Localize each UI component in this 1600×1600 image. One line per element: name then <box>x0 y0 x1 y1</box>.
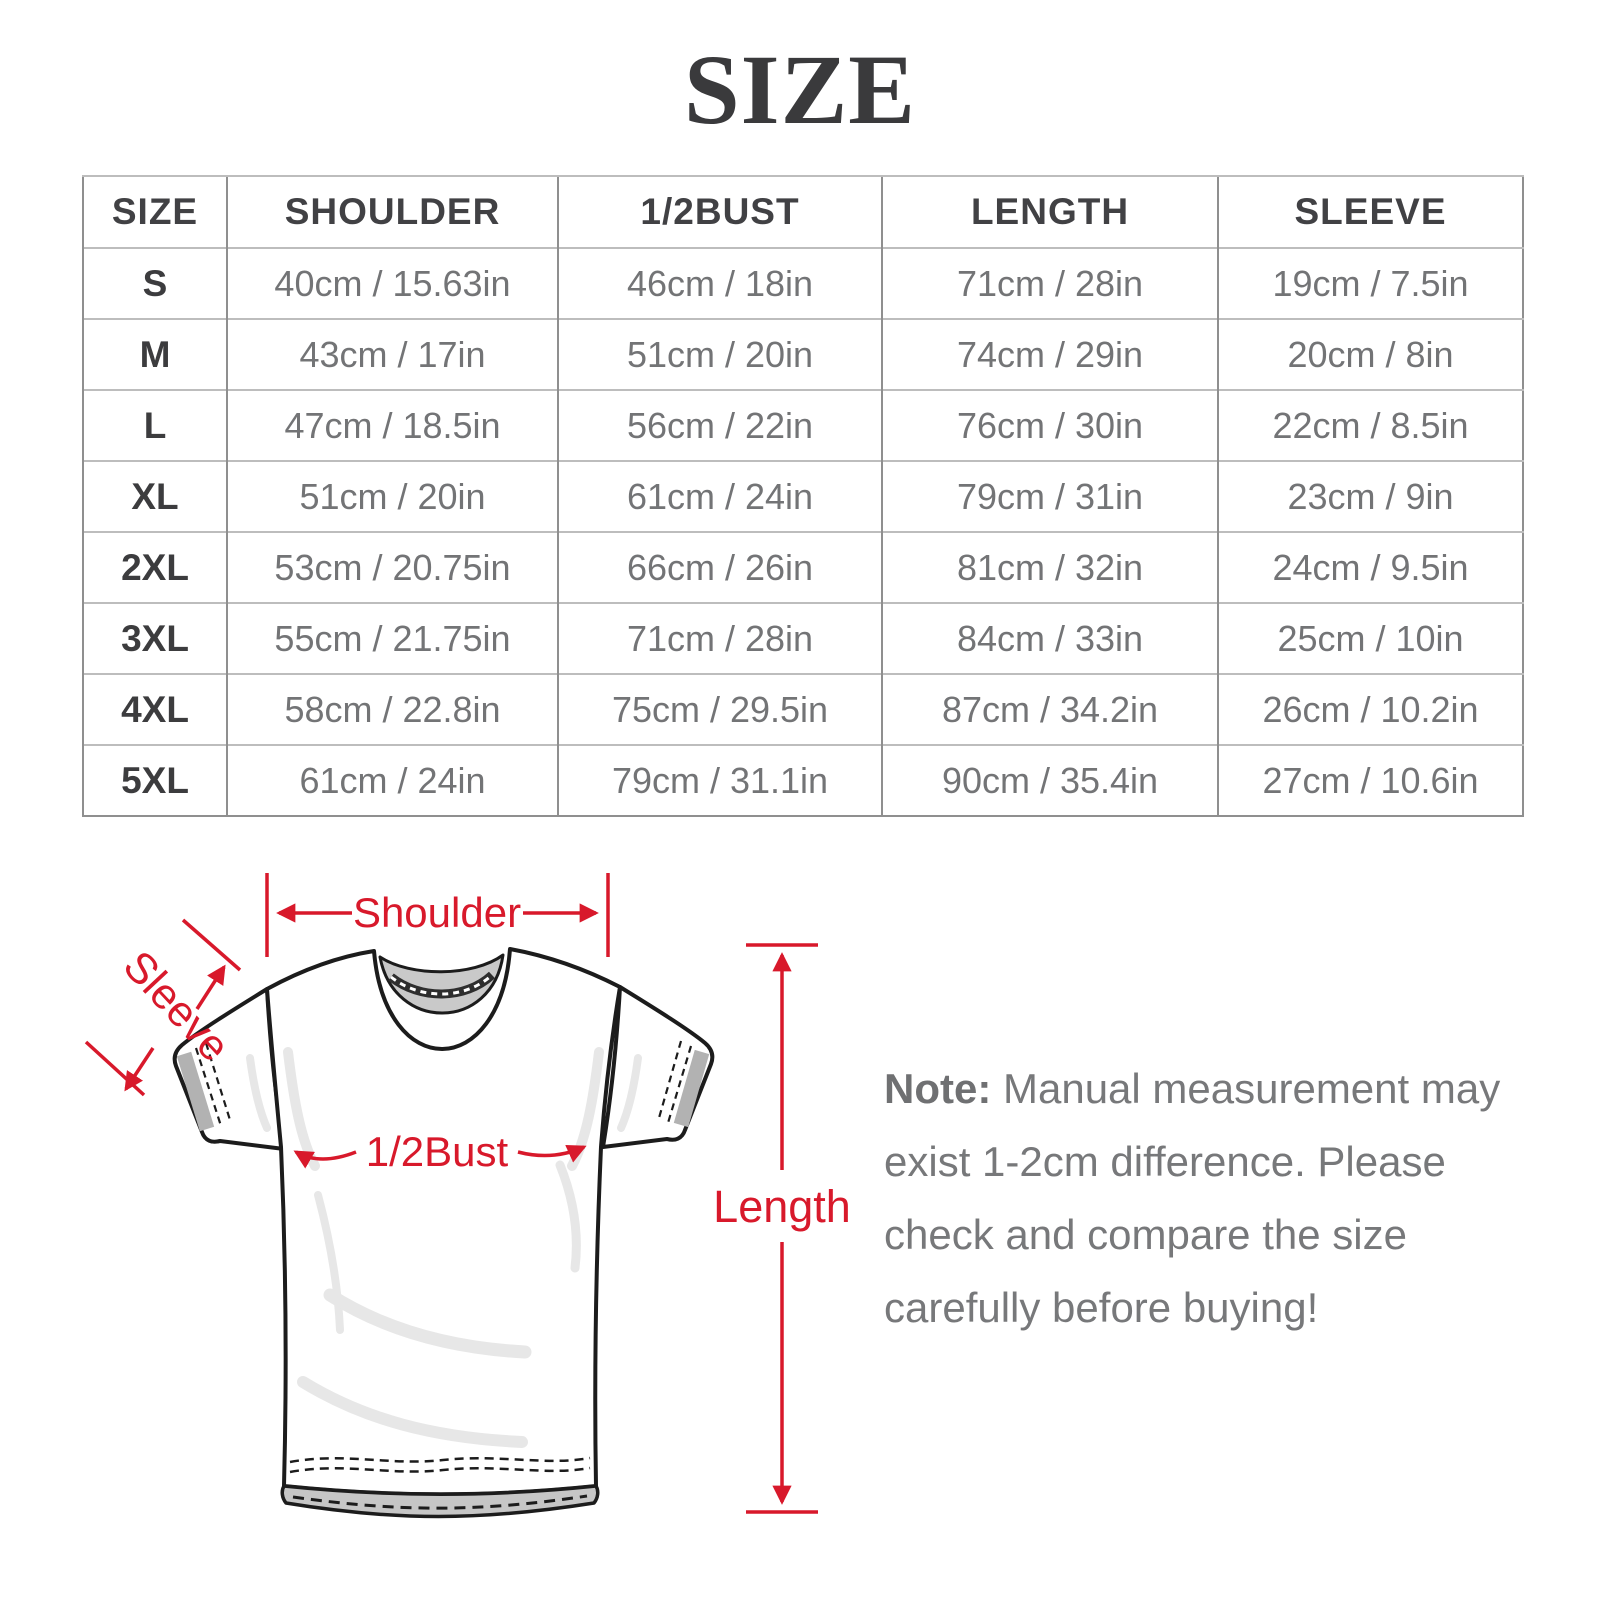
tshirt-drawing <box>175 949 713 1517</box>
halfbust-cell: 71cm / 28in <box>558 603 882 674</box>
sleeve-cell: 25cm / 10in <box>1218 603 1523 674</box>
header-shoulder: SHOULDER <box>227 176 558 248</box>
halfbust-label: 1/2Bust <box>365 1128 509 1175</box>
size-table <box>82 175 1524 817</box>
length-cell: 87cm / 34.2in <box>882 674 1218 745</box>
tshirt-body <box>267 949 620 1494</box>
halfbust-cell: 61cm / 24in <box>558 461 882 532</box>
note-line-4: carefully before buying! <box>884 1284 1319 1331</box>
table-row-4xl <box>83 674 1523 745</box>
shoulder-cell: 58cm / 22.8in <box>227 674 558 745</box>
halfbust-cell: 75cm / 29.5in <box>558 674 882 745</box>
size-cell: 2XL <box>83 532 227 603</box>
sleeve-tick-bottom <box>86 1042 144 1095</box>
length-cell: 81cm / 32in <box>882 532 1218 603</box>
sleeve-cell: 23cm / 9in <box>1218 461 1523 532</box>
sleeve-cell: 24cm / 9.5in <box>1218 532 1523 603</box>
table-row-m <box>83 319 1523 390</box>
table-row-s <box>83 248 1523 319</box>
table-row-3xl <box>83 603 1523 674</box>
length-cell: 76cm / 30in <box>882 390 1218 461</box>
length-measure <box>713 945 851 1512</box>
size-cell: 4XL <box>83 674 227 745</box>
table-row-xl <box>83 461 1523 532</box>
header-halfbust: 1/2BUST <box>558 176 882 248</box>
header-sleeve: SLEEVE <box>1218 176 1523 248</box>
table-row-2xl <box>83 532 1523 603</box>
halfbust-cell: 66cm / 26in <box>558 532 882 603</box>
note-line-3: check and compare the size <box>884 1211 1407 1258</box>
sleeve-arrow-down <box>126 1048 153 1089</box>
halfbust-cell: 56cm / 22in <box>558 390 882 461</box>
shoulder-cell: 55cm / 21.75in <box>227 603 558 674</box>
sleeve-cell: 19cm / 7.5in <box>1218 248 1523 319</box>
shoulder-cell: 40cm / 15.63in <box>227 248 558 319</box>
length-cell: 90cm / 35.4in <box>882 745 1218 816</box>
tshirt-measurement-diagram <box>0 830 900 1600</box>
page-title: SIZE <box>684 34 916 145</box>
sleeve-cell: 27cm / 10.6in <box>1218 745 1523 816</box>
size-cell: 3XL <box>83 603 227 674</box>
length-cell: 84cm / 33in <box>882 603 1218 674</box>
sleeve-tick-top <box>183 920 240 970</box>
table-row-l <box>83 390 1523 461</box>
size-cell: M <box>83 319 227 390</box>
sleeve-cell: 20cm / 8in <box>1218 319 1523 390</box>
shoulder-cell: 53cm / 20.75in <box>227 532 558 603</box>
size-cell: S <box>83 248 227 319</box>
note-line-2: exist 1-2cm difference. Please <box>884 1138 1446 1185</box>
halfbust-cell: 51cm / 20in <box>558 319 882 390</box>
table-header-row <box>83 176 1523 248</box>
shoulder-measure <box>267 873 608 957</box>
length-label: Length <box>713 1181 851 1232</box>
length-cell: 74cm / 29in <box>882 319 1218 390</box>
shoulder-cell: 43cm / 17in <box>227 319 558 390</box>
sleeve-cell: 22cm / 8.5in <box>1218 390 1523 461</box>
sleeve-label: Sleeve <box>113 942 239 1071</box>
size-cell: XL <box>83 461 227 532</box>
shoulder-label: Shoulder <box>352 889 522 936</box>
size-cell: L <box>83 390 227 461</box>
note-line-1: Note: Manual measurement may <box>884 1065 1501 1112</box>
sleeve-cell: 26cm / 10.2in <box>1218 674 1523 745</box>
shoulder-cell: 47cm / 18.5in <box>227 390 558 461</box>
table-row-5xl <box>83 745 1523 816</box>
note-block <box>884 1052 1524 1344</box>
shoulder-cell: 51cm / 20in <box>227 461 558 532</box>
header-size: SIZE <box>83 176 227 248</box>
length-cell: 71cm / 28in <box>882 248 1218 319</box>
header-length: LENGTH <box>882 176 1218 248</box>
halfbust-cell: 79cm / 31.1in <box>558 745 882 816</box>
halfbust-cell: 46cm / 18in <box>558 248 882 319</box>
size-cell: 5XL <box>83 745 227 816</box>
shoulder-cell: 61cm / 24in <box>227 745 558 816</box>
note-label: Note: <box>884 1065 992 1112</box>
length-cell: 79cm / 31in <box>882 461 1218 532</box>
